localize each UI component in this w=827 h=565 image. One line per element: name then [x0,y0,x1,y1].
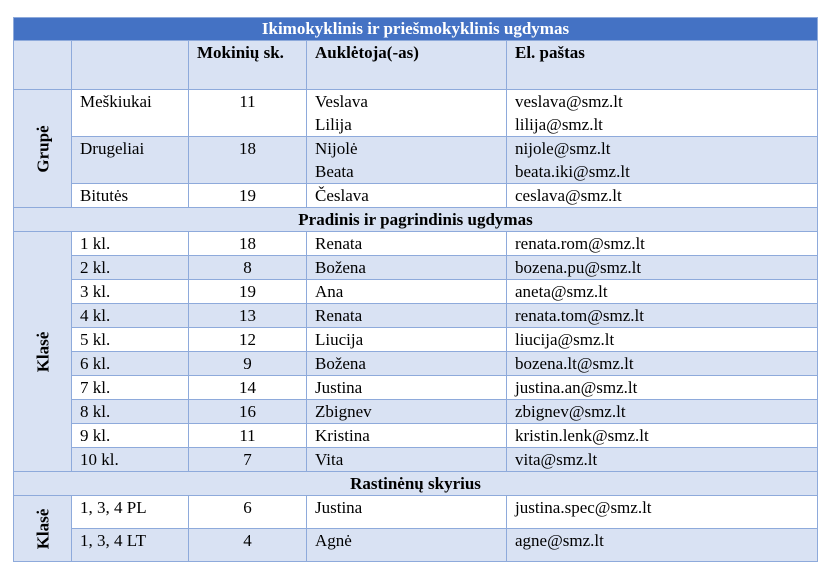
header-students: Mokinių sk. [189,41,307,90]
header-row [14,41,818,90]
class-name: 6 kl. [72,352,189,376]
header-empty-2 [72,41,189,90]
teacher-name: Kristina [307,424,507,448]
email-address: justina.an@smz.lt [507,376,818,400]
student-count: 19 [189,280,307,304]
teacher-name: Justina [307,376,507,400]
email-address: justina.spec@smz.lt [507,496,818,529]
student-count: 18 [189,137,307,184]
student-count: 4 [189,529,307,562]
email-address: aneta@smz.lt [507,280,818,304]
email-address: ceslava@smz.lt [515,186,622,205]
student-count: 11 [189,90,307,137]
teacher-name: Lilija [315,115,352,134]
table-row [14,184,818,208]
teacher-name: Božena [307,256,507,280]
email-address: bozena.lt@smz.lt [507,352,818,376]
table-row [14,232,818,256]
section-row [14,472,818,496]
section-label: Grupė [33,124,52,173]
email-address: bozena.pu@smz.lt [507,256,818,280]
teacher-name: Renata [307,232,507,256]
section-title-branch: Rastinėnų skyrius [14,472,818,496]
group-name: Bitutės [72,184,189,208]
section-title-primary: Pradinis ir pagrindinis ugdymas [14,208,818,232]
email-address: vita@smz.lt [507,448,818,472]
header-email: El. paštas [507,41,818,90]
class-name: 1 kl. [72,232,189,256]
teacher-name: Veslava [315,92,368,111]
table-body [14,18,818,562]
student-count: 19 [189,184,307,208]
class-name: 7 kl. [72,376,189,400]
table-row [14,376,818,400]
classes-table [13,17,818,562]
table-row [14,496,818,529]
email-address: nijole@smz.lt [515,139,611,158]
email-address: renata.rom@smz.lt [507,232,818,256]
class-name: 1, 3, 4 LT [72,529,189,562]
table-row [14,448,818,472]
table-row [14,424,818,448]
group-name: Drugeliai [72,137,189,184]
teacher-cell [307,137,507,184]
section-label: Klasė [33,508,52,549]
table-row [14,400,818,424]
table-row [14,352,818,376]
email-address: liucija@smz.lt [507,328,818,352]
teacher-name: Liucija [307,328,507,352]
student-count: 7 [189,448,307,472]
email-address: lilija@smz.lt [515,115,603,134]
table-row [14,256,818,280]
section-label-cell [14,496,72,562]
teacher-name: Vita [307,448,507,472]
teacher-cell [307,90,507,137]
table-row [14,304,818,328]
teacher-name: Ana [307,280,507,304]
group-name: Meškiukai [72,90,189,137]
class-name: 10 kl. [72,448,189,472]
student-count: 13 [189,304,307,328]
student-count: 14 [189,376,307,400]
class-name: 3 kl. [72,280,189,304]
email-cell [507,184,818,208]
section-row [14,208,818,232]
teacher-name: Božena [307,352,507,376]
teacher-name: Nijolė [315,139,358,158]
student-count: 8 [189,256,307,280]
table-row [14,328,818,352]
header-empty-1 [14,41,72,90]
email-address: agne@smz.lt [507,529,818,562]
teacher-name: Justina [307,496,507,529]
student-count: 6 [189,496,307,529]
teacher-name: Renata [307,304,507,328]
student-count: 16 [189,400,307,424]
class-name: 4 kl. [72,304,189,328]
section-label-cell [14,90,72,208]
teacher-name: Zbignev [307,400,507,424]
email-address: zbignev@smz.lt [507,400,818,424]
table-title: Ikimokyklinis ir priešmokyklinis ugdymas [14,18,818,41]
email-cell [507,137,818,184]
email-address: kristin.lenk@smz.lt [507,424,818,448]
teacher-cell [307,184,507,208]
table-row [14,90,818,137]
email-cell [507,90,818,137]
header-teacher: Auklėtoja(-as) [307,41,507,90]
teacher-name: Beata [315,162,354,181]
student-count: 11 [189,424,307,448]
email-address: beata.iki@smz.lt [515,162,630,181]
title-row [14,18,818,41]
student-count: 9 [189,352,307,376]
email-address: renata.tom@smz.lt [507,304,818,328]
table-row [14,137,818,184]
teacher-name: Česlava [315,186,369,205]
class-name: 1, 3, 4 PL [72,496,189,529]
teacher-name: Agnė [307,529,507,562]
table-row [14,529,818,562]
section-label: Klasė [33,331,52,372]
email-address: veslava@smz.lt [515,92,623,111]
class-name: 5 kl. [72,328,189,352]
class-name: 9 kl. [72,424,189,448]
table-row [14,280,818,304]
student-count: 18 [189,232,307,256]
section-label-cell [14,232,72,472]
class-name: 2 kl. [72,256,189,280]
student-count: 12 [189,328,307,352]
class-name: 8 kl. [72,400,189,424]
